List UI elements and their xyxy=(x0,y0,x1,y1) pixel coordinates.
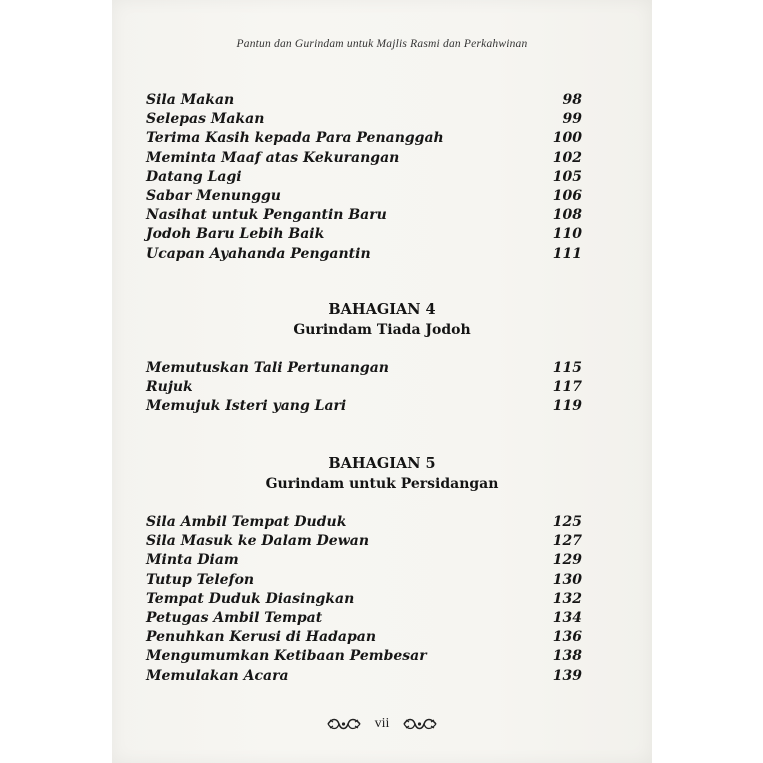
toc-entry-title: Memutuskan Tali Pertunangan xyxy=(146,360,389,376)
toc-entry-page: 132 xyxy=(552,590,582,607)
page-footer xyxy=(112,716,652,732)
page-number: vii xyxy=(374,716,390,731)
section-heading-5 xyxy=(112,454,652,494)
toc-entry-page: 138 xyxy=(552,648,582,665)
toc-entry-page: 119 xyxy=(552,398,582,415)
section-title: Gurindam untuk Persidangan xyxy=(265,476,499,492)
running-header: Pantun dan Gurindam untuk Majlis Rasmi dan Perkahwinan xyxy=(236,38,528,50)
toc-entry xyxy=(146,610,582,629)
toc-list-part-a xyxy=(146,92,582,265)
toc-entry xyxy=(146,591,582,610)
toc-entry-title: Ucapan Ayahanda Pengantin xyxy=(146,245,371,262)
toc-entry xyxy=(146,207,582,226)
toc-list-section-5 xyxy=(146,514,582,687)
toc-entry-page: 98 xyxy=(562,92,582,108)
toc-entry xyxy=(146,130,582,149)
toc-entry xyxy=(146,226,582,245)
toc-list-section-4 xyxy=(146,360,582,418)
toc-entry-title: Sabar Menunggu xyxy=(146,187,281,204)
toc-entry xyxy=(146,188,582,207)
toc-entry-page: 100 xyxy=(552,130,582,147)
toc-entry-page: 110 xyxy=(552,226,582,243)
toc-entry-title: Terima Kasih kepada Para Penanggah xyxy=(146,130,444,147)
toc-entry xyxy=(146,514,582,533)
toc-entry-title: Selepas Makan xyxy=(146,111,265,128)
toc-entry-title: Sila Ambil Tempat Duduk xyxy=(146,514,347,530)
toc-entry xyxy=(146,668,582,687)
toc-entry xyxy=(146,398,582,417)
toc-entry-page: 106 xyxy=(552,187,582,204)
toc-entry xyxy=(146,169,582,188)
toc-entry-page: 134 xyxy=(552,609,582,626)
book-page xyxy=(112,0,652,763)
toc-entry-title: Rujuk xyxy=(146,379,193,396)
toc-entry xyxy=(146,111,582,130)
toc-entry-page: 129 xyxy=(552,552,582,569)
toc-entry-title: Penuhkan Kerusi di Hadapan xyxy=(146,629,376,646)
toc-entry-title: Sila Masuk ke Dalam Dewan xyxy=(146,533,370,550)
toc-entry-title: Minta Diam xyxy=(146,552,239,569)
section-title: Gurindam Tiada Jodoh xyxy=(293,322,471,338)
toc-entry-page: 108 xyxy=(552,207,582,224)
toc-entry xyxy=(146,150,582,169)
toc-entry-page: 102 xyxy=(552,149,582,166)
toc-entry xyxy=(146,629,582,648)
toc-entry xyxy=(146,572,582,591)
right-ornament-icon xyxy=(403,717,437,731)
section-label: BAHAGIAN 5 xyxy=(328,455,436,472)
toc-entry-title: Mengumumkan Ketibaan Pembesar xyxy=(146,648,427,665)
toc-entry-title: Jodoh Baru Lebih Baik xyxy=(146,226,325,243)
toc-entry-page: 125 xyxy=(552,514,582,530)
section-heading-4 xyxy=(112,300,652,340)
toc-entry-title: Tempat Duduk Diasingkan xyxy=(146,590,355,607)
toc-entry-page: 130 xyxy=(552,571,582,588)
toc-entry-page: 99 xyxy=(562,111,582,128)
toc-entry xyxy=(146,360,582,379)
toc-entry-title: Datang Lagi xyxy=(146,168,242,185)
toc-entry-page: 115 xyxy=(552,360,582,376)
toc-entry-page: 105 xyxy=(552,168,582,185)
toc-entry-title: Nasihat untuk Pengantin Baru xyxy=(146,207,387,224)
toc-entry-page: 111 xyxy=(552,245,582,262)
left-ornament-icon xyxy=(327,717,361,731)
toc-entry xyxy=(146,648,582,667)
toc-entry xyxy=(146,92,582,111)
toc-entry-page: 136 xyxy=(552,629,582,646)
toc-entry-page: 117 xyxy=(552,379,582,396)
toc-entry-page: 127 xyxy=(552,533,582,550)
toc-entry xyxy=(146,379,582,398)
toc-entry-page: 139 xyxy=(552,667,582,684)
toc-entry-title: Sila Makan xyxy=(146,92,235,108)
toc-entry-title: Tutup Telefon xyxy=(146,571,255,588)
toc-entry xyxy=(146,552,582,571)
toc-entry xyxy=(146,533,582,552)
toc-entry-title: Memulakan Acara xyxy=(146,667,289,684)
toc-entry-title: Meminta Maaf atas Kekurangan xyxy=(146,149,400,166)
toc-entry xyxy=(146,246,582,265)
section-label: BAHAGIAN 4 xyxy=(328,301,436,318)
toc-entry-title: Memujuk Isteri yang Lari xyxy=(146,398,347,415)
toc-entry-title: Petugas Ambil Tempat xyxy=(146,609,323,626)
